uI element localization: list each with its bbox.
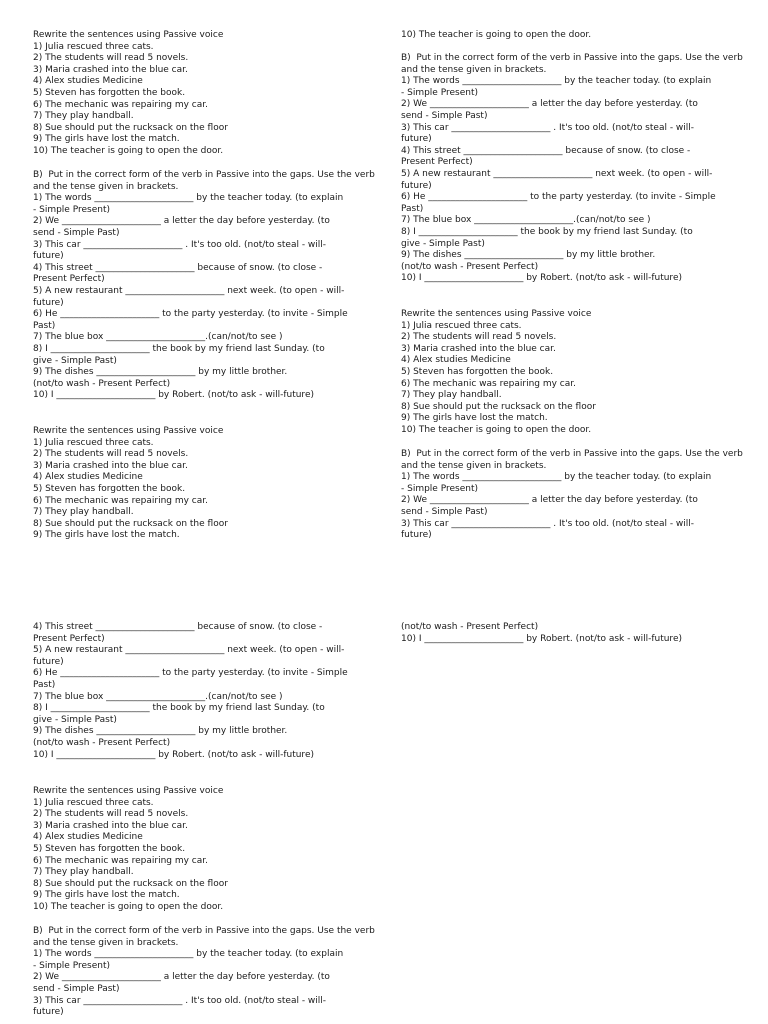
- text-line: send - Simple Past): [401, 507, 488, 517]
- text-line: 3) Maria crashed into the blue car.: [33, 460, 188, 471]
- text-line: future): [401, 134, 432, 145]
- text-line: 9) The girls have lost the match.: [401, 413, 548, 424]
- text-line: 3) This car ______________________ . It's too old. (not/to steal - will-: [401, 122, 695, 133]
- text-line: 8) Sue should put the rucksack on the floor: [33, 122, 228, 133]
- text-line: 3) Maria crashed into the blue car.: [33, 820, 188, 831]
- text-line: 8) Sue should put the rucksack on the floor: [33, 518, 228, 529]
- text-line: Present Perfect): [33, 633, 105, 644]
- text-line: 5) A new restaurant ______________________ next week. (to open - will-: [33, 645, 345, 656]
- text-line: 7) The blue box ______________________.(can/not/to see ): [401, 215, 651, 226]
- text-line: future): [401, 180, 432, 191]
- text-line: 4) This street ______________________ because of snow. (to close -: [33, 262, 323, 273]
- text-line: give - Simple Past): [401, 238, 485, 249]
- text-line: Past): [33, 320, 56, 331]
- text-line: Rewrite the sentences using Passive voice: [33, 786, 224, 796]
- text-line: and the tense given in brackets.: [33, 181, 179, 192]
- text-line: 5) A new restaurant ______________________ next week. (to open - will-: [33, 286, 345, 296]
- text-line: and the tense given in brackets.: [33, 937, 179, 948]
- text-line: - Simple Present): [401, 87, 478, 98]
- text-line: future): [33, 297, 64, 308]
- text-line: 9) The dishes ______________________ by my little brother.: [401, 250, 656, 261]
- text-line: Present Perfect): [33, 274, 105, 285]
- text-line: 8) I ______________________ the book by my friend last Sunday. (to: [33, 703, 325, 714]
- text-line: 4) Alex studies Medicine: [401, 355, 511, 366]
- text-line: 10) I ______________________ by Robert. (not/to ask - will-future): [401, 633, 682, 644]
- text-line: B) Put in the correct form of the verb in Passive into the gaps. Use the verb: [401, 53, 743, 63]
- text-line: 6) He ______________________ to the party yesterday. (to invite - Simple: [401, 192, 716, 203]
- text-line: 2) We ______________________ a letter the day before yesterday. (to: [401, 495, 698, 506]
- text-line: 10) The teacher is going to open the door.: [33, 146, 224, 156]
- text-line: 2) The students will read 5 novels.: [401, 332, 557, 343]
- text-line: 4) This street ______________________ because of snow. (to close -: [401, 145, 691, 156]
- text-line: future): [401, 530, 432, 541]
- text-line: 4) Alex studies Medicine: [33, 76, 143, 87]
- text-line: future): [33, 1007, 64, 1018]
- text-line: 10) The teacher is going to open the door.: [401, 425, 592, 435]
- text-line: 7) They play handball.: [33, 867, 134, 878]
- text-line: 3) This car ______________________ . It's too old. (not/to steal - will-: [33, 239, 327, 250]
- text-line: 3) Maria crashed into the blue car.: [33, 64, 188, 75]
- text-line: send - Simple Past): [33, 228, 120, 238]
- text-line: B) Put in the correct form of the verb in Passive into the gaps. Use the verb: [401, 449, 743, 459]
- text-line: 10) I ______________________ by Robert. (not/to ask - will-future): [33, 749, 314, 760]
- text-line: 5) Steven has forgotten the book.: [33, 88, 186, 98]
- text-line: 1) The words ______________________ by the teacher today. (to explain: [33, 949, 344, 960]
- text-line: 6) The mechanic was repairing my car.: [33, 99, 209, 110]
- text-line: 7) They play handball.: [33, 111, 134, 122]
- text-line: 2) The students will read 5 novels.: [33, 449, 189, 460]
- text-line: and the tense given in brackets.: [401, 460, 547, 471]
- text-line: 9) The girls have lost the match.: [33, 134, 180, 145]
- text-line: Present Perfect): [401, 157, 473, 168]
- text-line: 9) The dishes ______________________ by my little brother.: [33, 367, 288, 378]
- text-line: 10) I ______________________ by Robert. (not/to ask - will-future): [33, 390, 314, 401]
- text-line: 4) Alex studies Medicine: [33, 472, 143, 483]
- text-line: 1) Julia rescued three cats.: [33, 797, 154, 808]
- text-line: 6) The mechanic was repairing my car.: [33, 495, 209, 506]
- text-line: 2) We ______________________ a letter the day before yesterday. (to: [401, 99, 698, 110]
- text-line: 1) Julia rescued three cats.: [33, 437, 154, 448]
- text-line: 1) The words ______________________ by the teacher today. (to explain: [401, 472, 712, 483]
- text-line: Rewrite the sentences using Passive voice: [33, 30, 224, 40]
- text-line: send - Simple Past): [33, 984, 120, 994]
- text-line: 10) I ______________________ by Robert. (not/to ask - will-future): [401, 273, 682, 284]
- text-line: give - Simple Past): [33, 714, 117, 725]
- text-line: send - Simple Past): [401, 111, 488, 121]
- text-line: 10) The teacher is going to open the door.: [401, 30, 592, 40]
- text-line: 10) The teacher is going to open the door.: [33, 902, 224, 912]
- text-line: 1) Julia rescued three cats.: [33, 41, 154, 52]
- text-line: 7) They play handball.: [33, 507, 134, 518]
- text-line: B) Put in the correct form of the verb in Passive into the gaps. Use the verb: [33, 170, 375, 180]
- text-line: 5) A new restaurant ______________________ next week. (to open - will-: [401, 169, 713, 179]
- text-line: give - Simple Past): [33, 355, 117, 366]
- text-line: 1) The words ______________________ by the teacher today. (to explain: [401, 76, 712, 87]
- text-line: - Simple Present): [33, 204, 110, 215]
- text-line: - Simple Present): [401, 483, 478, 494]
- text-line: B) Put in the correct form of the verb in Passive into the gaps. Use the verb: [33, 926, 375, 936]
- text-line: 6) He ______________________ to the party yesterday. (to invite - Simple: [33, 309, 348, 320]
- text-line: 8) I ______________________ the book by my friend last Sunday. (to: [33, 344, 325, 354]
- text-line: 6) The mechanic was repairing my car.: [33, 855, 209, 866]
- text-line: - Simple Present): [33, 960, 110, 971]
- text-line: 1) The words ______________________ by the teacher today. (to explain: [33, 193, 344, 204]
- text-line: 9) The dishes ______________________ by my little brother.: [33, 726, 288, 737]
- text-line: 7) The blue box ______________________.(can/not/to see ): [33, 691, 283, 702]
- text-line: Past): [33, 680, 56, 690]
- text-line: (not/to wash - Present Perfect): [33, 378, 171, 389]
- text-line: 5) Steven has forgotten the book.: [33, 844, 186, 854]
- text-line: 2) We ______________________ a letter the day before yesterday. (to: [33, 972, 330, 983]
- text-line: 2) We ______________________ a letter the day before yesterday. (to: [33, 216, 330, 227]
- text-line: Rewrite the sentences using Passive voice: [401, 309, 592, 319]
- text-line: 3) This car ______________________ . It's too old. (not/to steal - will-: [33, 995, 327, 1006]
- text-line: 5) Steven has forgotten the book.: [401, 367, 554, 377]
- text-line: 3) This car ______________________ . It's too old. (not/to steal - will-: [401, 518, 695, 529]
- text-line: 9) The girls have lost the match.: [33, 890, 180, 901]
- text-line: 7) The blue box ______________________.(can/not/to see ): [33, 332, 283, 343]
- text-line: 3) Maria crashed into the blue car.: [401, 343, 556, 354]
- text-line: 7) They play handball.: [401, 390, 502, 401]
- text-line: 5) Steven has forgotten the book.: [33, 484, 186, 494]
- text-line: Past): [401, 203, 424, 214]
- text-line: 4) This street ______________________ because of snow. (to close -: [33, 622, 323, 632]
- text-line: (not/to wash - Present Perfect): [401, 261, 539, 272]
- text-line: 6) The mechanic was repairing my car.: [401, 378, 577, 389]
- text-line: 8) Sue should put the rucksack on the floor: [401, 401, 596, 412]
- text-line: 4) Alex studies Medicine: [33, 832, 143, 843]
- text-line: 8) Sue should put the rucksack on the floor: [33, 878, 228, 889]
- text-line: 6) He ______________________ to the party yesterday. (to invite - Simple: [33, 668, 348, 679]
- text-line: 1) Julia rescued three cats.: [401, 320, 522, 331]
- text-line: future): [33, 656, 64, 667]
- text-line: and the tense given in brackets.: [401, 64, 547, 75]
- text-line: (not/to wash - Present Perfect): [33, 738, 171, 748]
- text-line: 2) The students will read 5 novels.: [33, 809, 189, 820]
- text-line: Rewrite the sentences using Passive voice: [33, 426, 224, 436]
- text-line: 9) The girls have lost the match.: [33, 530, 180, 541]
- text-line: (not/to wash - Present Perfect): [401, 622, 539, 632]
- text-line: future): [33, 251, 64, 262]
- text-line: 2) The students will read 5 novels.: [33, 53, 189, 64]
- text-line: 8) I ______________________ the book by my friend last Sunday. (to: [401, 227, 693, 237]
